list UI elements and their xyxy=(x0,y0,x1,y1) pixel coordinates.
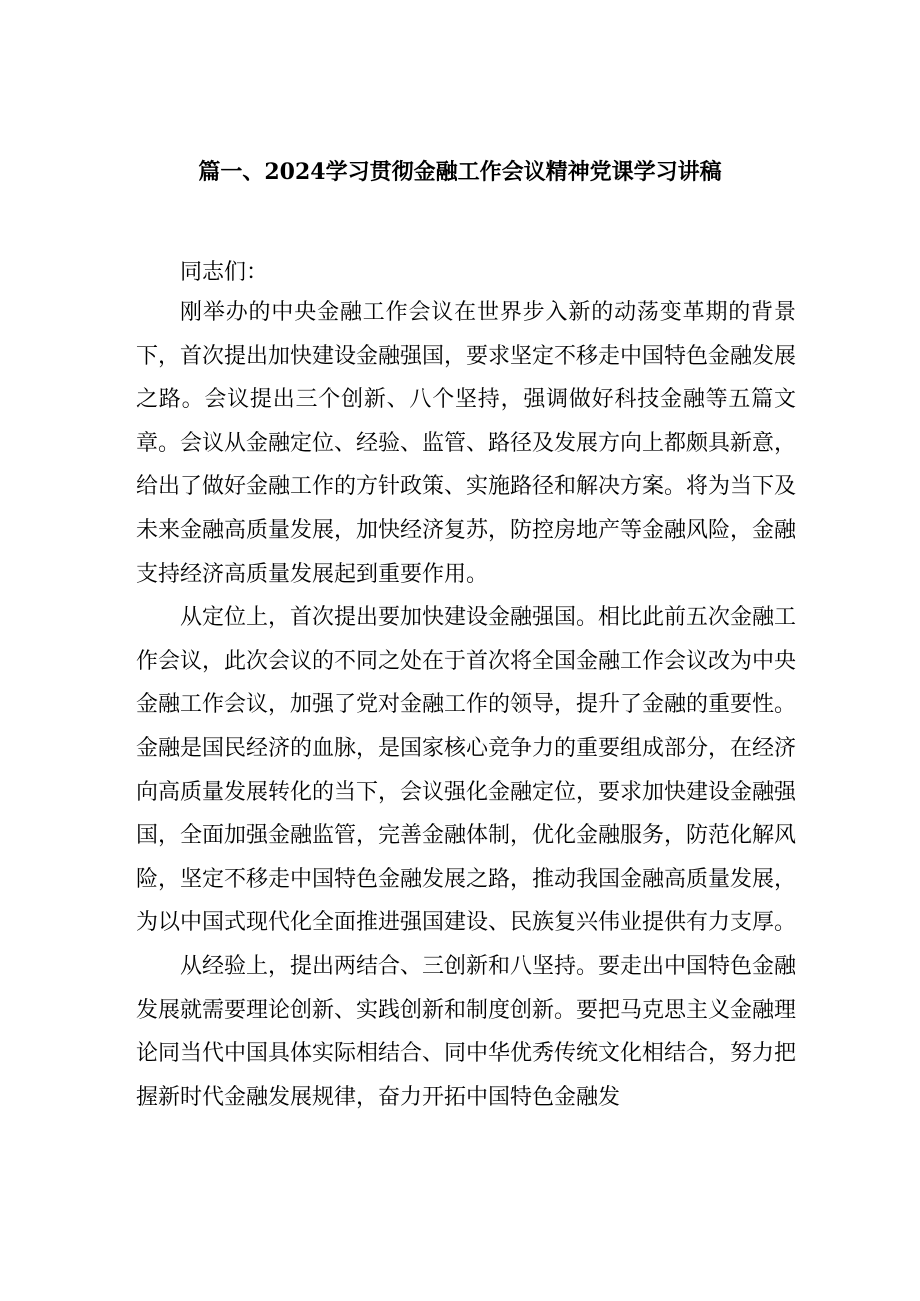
document-title: 篇一、2024学习贯彻金融工作会议精神党课学习讲稿 xyxy=(198,159,722,185)
paragraph-1: 刚举办的中央金融工作会议在世界步入新的动荡变革期的背景下，首次提出加快建设金融强国，要求坚定不移走中国特色金融发展之路。会议提出三个创新、八个坚持，强调做好科技金融等五篇文章。会议从金融定位、经验、监管、路径及发展方向上都颇具新意，给出了做好金融工作的方针政策、实施路径和解决方案。将为当下及未来金融高质量发展，加快经济复苏，防控房地产等金融风险，金融支持经济高质量发展起到重要作用。 xyxy=(136,300,797,587)
salutation: 同志们： xyxy=(180,260,269,285)
paragraph-3: 从经验上，提出两结合、三创新和八坚持。要走出中国特色金融发展就需要理论创新、实践创新和制度创新。要把马克思主义金融理论同当代中国具体实际相结合、同中华优秀传统文化相结合，努力把握新时代金融发展规律，奋力开拓中国特色金融发 xyxy=(136,953,797,1110)
document-body xyxy=(136,254,796,1119)
paragraph-2: 从定位上，首次提出要加快建设金融强国。相比此前五次金融工作会议，此次会议的不同之处在于首次将全国金融工作会议改为中央金融工作会议，加强了党对金融工作的领导，提升了金融的重要性。金融是国民经济的血脉，是国家核心竞争力的重要组成部分，在经济向高质量发展转化的当下，会议强化金融定位，要求加快建设金融强国，全面加强金融监管，完善金融体制，优化金融服务，防范化解风险，坚定不移走中国特色金融发展之路，推动我国金融高质量发展，为以中国式现代化全面推进强国建设、民族复兴伟业提供有力支厚。 xyxy=(136,605,797,936)
